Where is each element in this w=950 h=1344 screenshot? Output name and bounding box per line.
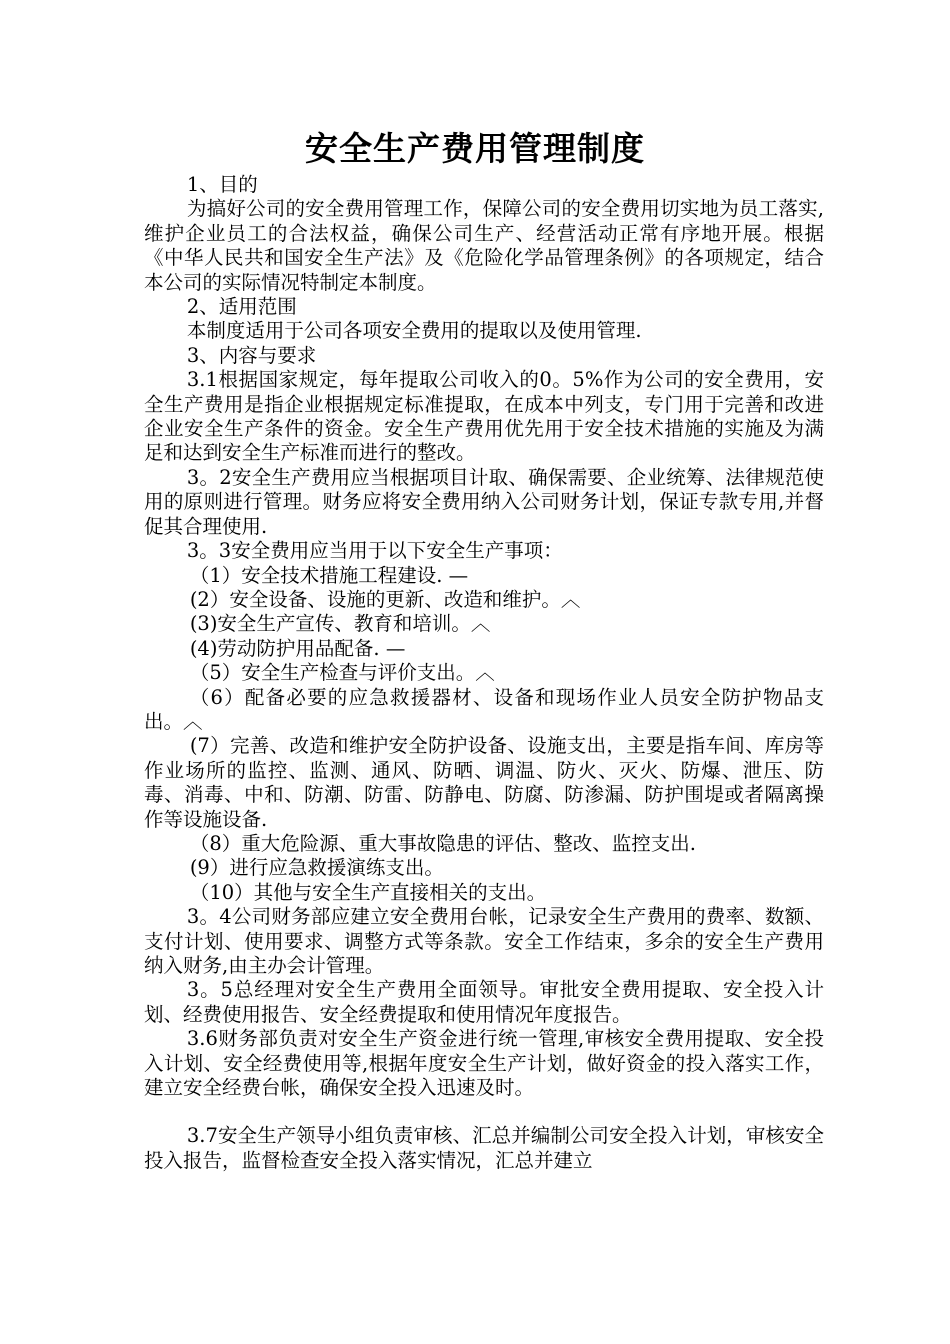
list-item: （8）重大危险源、重大事故隐患的评估、整改、监控支出. [189, 831, 696, 855]
list-item: （5）安全生产检查与评价支出。︿ [189, 661, 495, 685]
paragraph: 3.1根据国家规定，每年提取公司收入的0。5%作为公司的安全费用，安全生产费用是指企业根据规定标准提取，在成本中列支，专门用于完善和改进企业安全生产条件的资金。安全生产费用优先用于安全技术措施的实施及为满足和达到安全生产标准而进行的整改。 [144, 368, 824, 465]
paragraph: 为搞好公司的安全费用管理工作，保障公司的安全费用切实地为员工落实,维护企业员工的合法权益，确保公司生产、经营活动正常有序地开展。根据《中华人民共和国安全生产法》及《危险化学品管理条例》的各项规定，结合本公司的实际情况特制定本制度。 [144, 197, 824, 294]
section-heading: 3、内容与要求 [186, 343, 317, 367]
paragraph: 3.7安全生产领导小组负责审核、汇总并编制公司安全投入计划，审核安全投入报告，监督检查安全投入落实情况，汇总并建立 [144, 1124, 824, 1172]
list-item: (7）完善、改造和维护安全防护设备、设施支出，主要是指车间、库房等作业场所的监控、监测、通风、防晒、调温、防火、灭火、防爆、泄压、防毒、消毒、中和、防潮、防雷、防静电、防腐、防渗漏、防护围堤或者隔离操作等设施设备. [144, 734, 824, 831]
paragraph: 3。4公司财务部应建立安全费用台帐，记录安全生产费用的费率、数额、支付计划、使用要求、调整方式等条款。安全工作结束，多余的安全生产费用纳入财务,由主办会计管理。 [144, 905, 824, 977]
document-body [144, 173, 824, 1173]
paragraph: 3.6财务部负责对安全生产资金进行统一管理,审核安全费用提取、安全投入计划、安全经费使用等,根据年度安全生产计划，做好资金的投入落实工作，建立安全经费台帐，确保安全投入迅速及时。 [144, 1027, 824, 1100]
paragraph: 本制度适用于公司各项安全费用的提取以及使用管理. [186, 319, 642, 343]
paragraph: 3。3安全费用应当用于以下安全生产事项： [186, 539, 563, 563]
list-item: (9）进行应急救援演练支出。 [189, 856, 444, 880]
document-title: 安全生产费用管理制度 [305, 129, 645, 168]
list-item: (2）安全设备、设施的更新、改造和维护。︿ [189, 587, 581, 611]
paragraph: 3。5总经理对安全生产费用全面领导。审批安全费用提取、安全投入计划、经费使用报告、安全经费提取和使用情况年度报告。 [144, 978, 824, 1026]
list-item: (3)安全生产宣传、教育和培训。︿ [189, 612, 491, 636]
list-item: （10）其他与安全生产直接相关的支出。 [189, 880, 547, 904]
paragraph: 3。2安全生产费用应当根据项目计取、确保需要、企业统筹、法律规范使用的原则进行管理。财务应将安全费用纳入公司财务计划，保证专款专用,并督促其合理使用. [144, 465, 824, 538]
list-item: （1）安全技术措施工程建设. — [189, 563, 469, 587]
section-heading: 1、目的 [186, 173, 258, 196]
list-item: (4)劳动防护用品配备. — [189, 636, 406, 660]
list-item: （6）配备必要的应急救援器材、设备和现场作业人员安全防护物品支出。︿ [144, 685, 824, 733]
section-heading: 2、适用范围 [186, 295, 297, 319]
